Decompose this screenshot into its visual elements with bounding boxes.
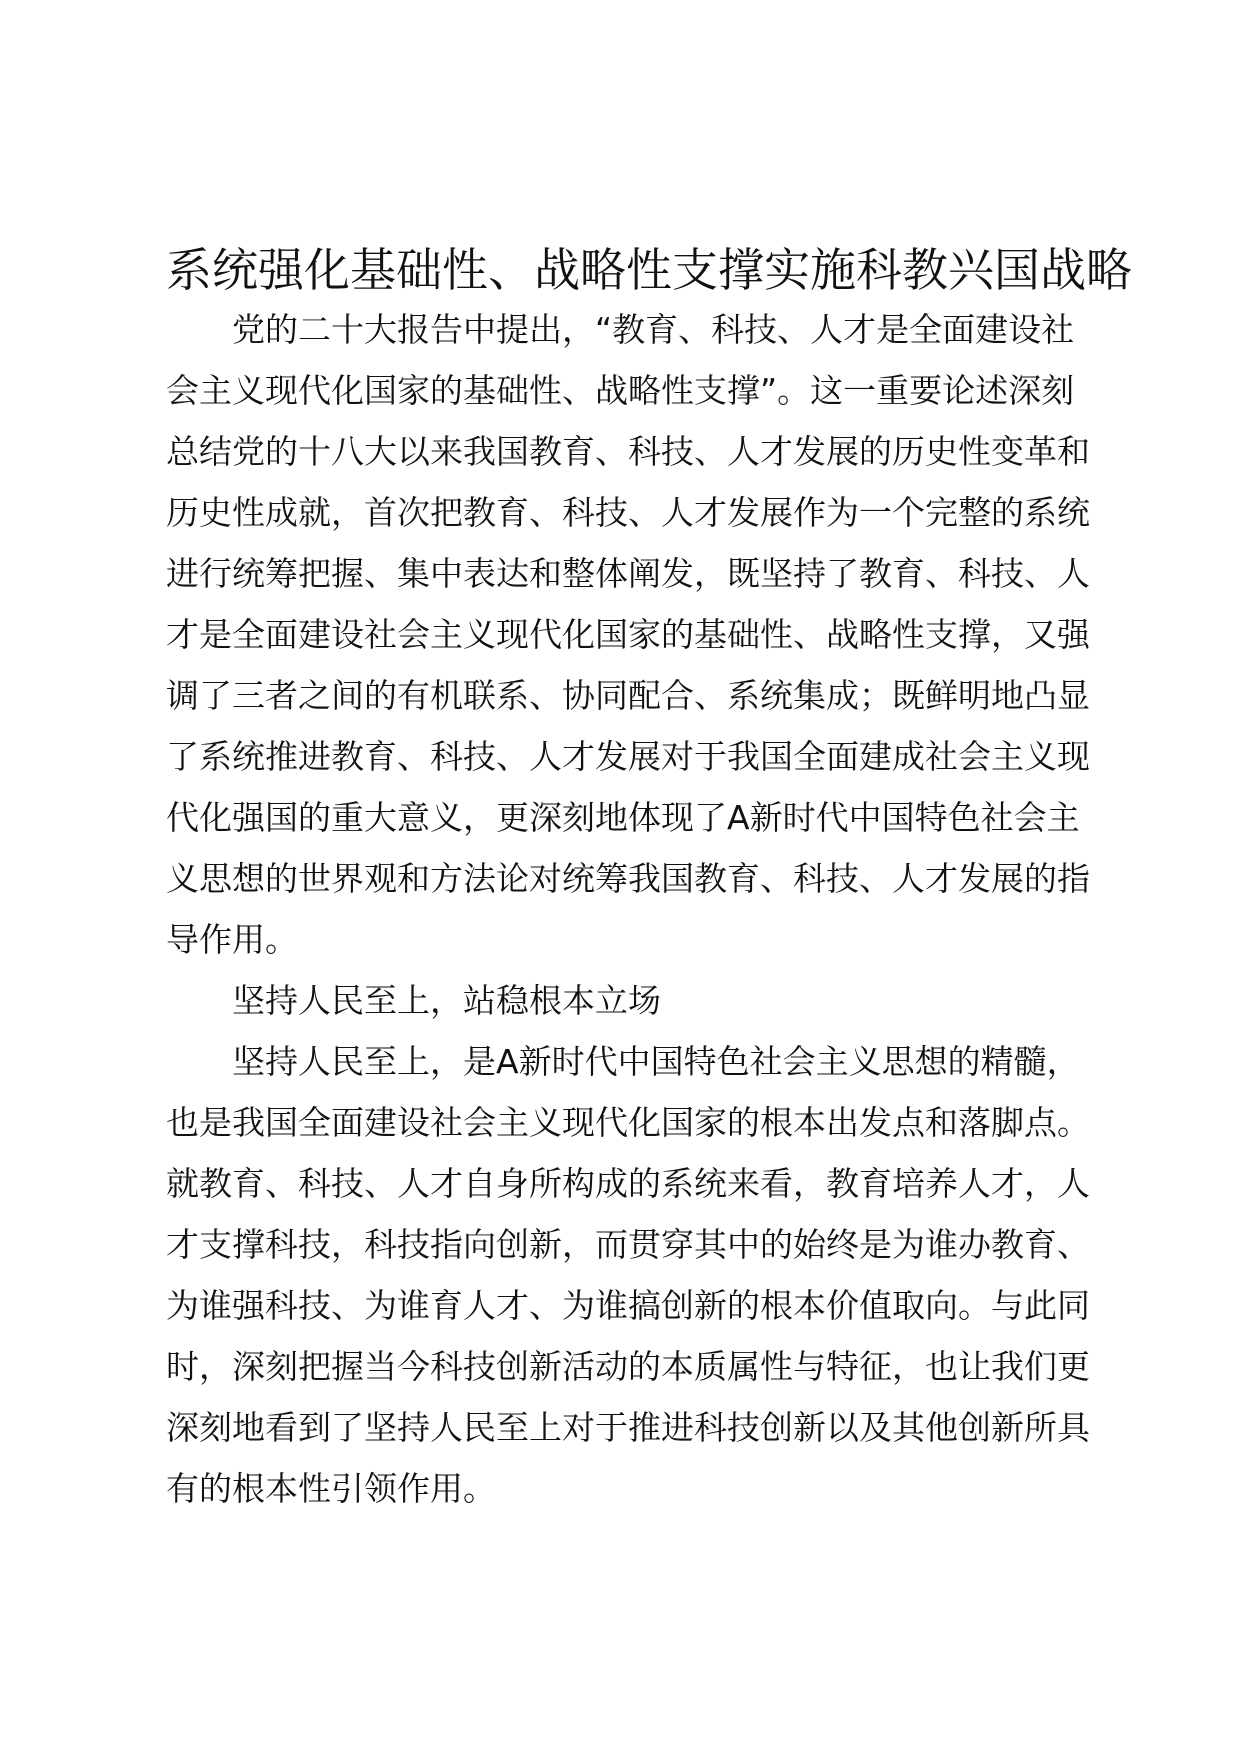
- paragraph-line: 了系统推进教育、科技、人才发展对于我国全面建成社会主义现: [166, 737, 1090, 776]
- paragraph-line: 代化强国的重大意义，更深刻地体现了A新时代中国特色社会主: [166, 798, 1080, 837]
- paragraph-line: 调了三者之间的有机联系、协同配合、系统集成；既鲜明地凸显: [166, 676, 1090, 715]
- paragraph-line: 义思想的世界观和方法论对统筹我国教育、科技、人才发展的指: [166, 859, 1090, 898]
- paragraph-line: 进行统筹把握、集中表达和整体阐发，既坚持了教育、科技、人: [166, 554, 1090, 593]
- paragraph-line: 才支撑科技，科技指向创新，而贯穿其中的始终是为谁办教育、: [166, 1225, 1090, 1264]
- paragraph-line: 也是我国全面建设社会主义现代化国家的根本出发点和落脚点。: [166, 1103, 1090, 1142]
- paragraph-line: 才是全面建设社会主义现代化国家的基础性、战略性支撑，又强: [166, 615, 1090, 654]
- paragraph-line: 时，深刻把握当今科技创新活动的本质属性与特征，也让我们更: [166, 1347, 1090, 1386]
- paragraph-line: 坚持人民至上，是A新时代中国特色社会主义思想的精髓，: [232, 1042, 1080, 1081]
- paragraph-line: 就教育、科技、人才自身所构成的系统来看，教育培养人才，人: [166, 1164, 1090, 1203]
- paragraph-line: 深刻地看到了坚持人民至上对于推进科技创新以及其他创新所具: [166, 1408, 1090, 1447]
- paragraph-line: 导作用。: [166, 920, 298, 959]
- paragraph-line: 总结党的十八大以来我国教育、科技、人才发展的历史性变革和: [166, 432, 1090, 471]
- paragraph-line: 党的二十大报告中提出，“教育、科技、人才是全面建设社: [232, 310, 1075, 349]
- document-title: 系统强化基础性、战略性支撑实施科教兴国战略: [166, 243, 1132, 297]
- paragraph-line: 有的根本性引领作用。: [166, 1469, 496, 1508]
- paragraph-line: 历史性成就，首次把教育、科技、人才发展作为一个完整的系统: [166, 493, 1090, 532]
- paragraph-line: 会主义现代化国家的基础性、战略性支撑”。这一重要论述深刻: [166, 371, 1075, 410]
- paragraph-line: 为谁强科技、为谁育人才、为谁搞创新的根本价值取向。与此同: [166, 1286, 1090, 1325]
- section-heading: 坚持人民至上，站稳根本立场: [232, 981, 661, 1020]
